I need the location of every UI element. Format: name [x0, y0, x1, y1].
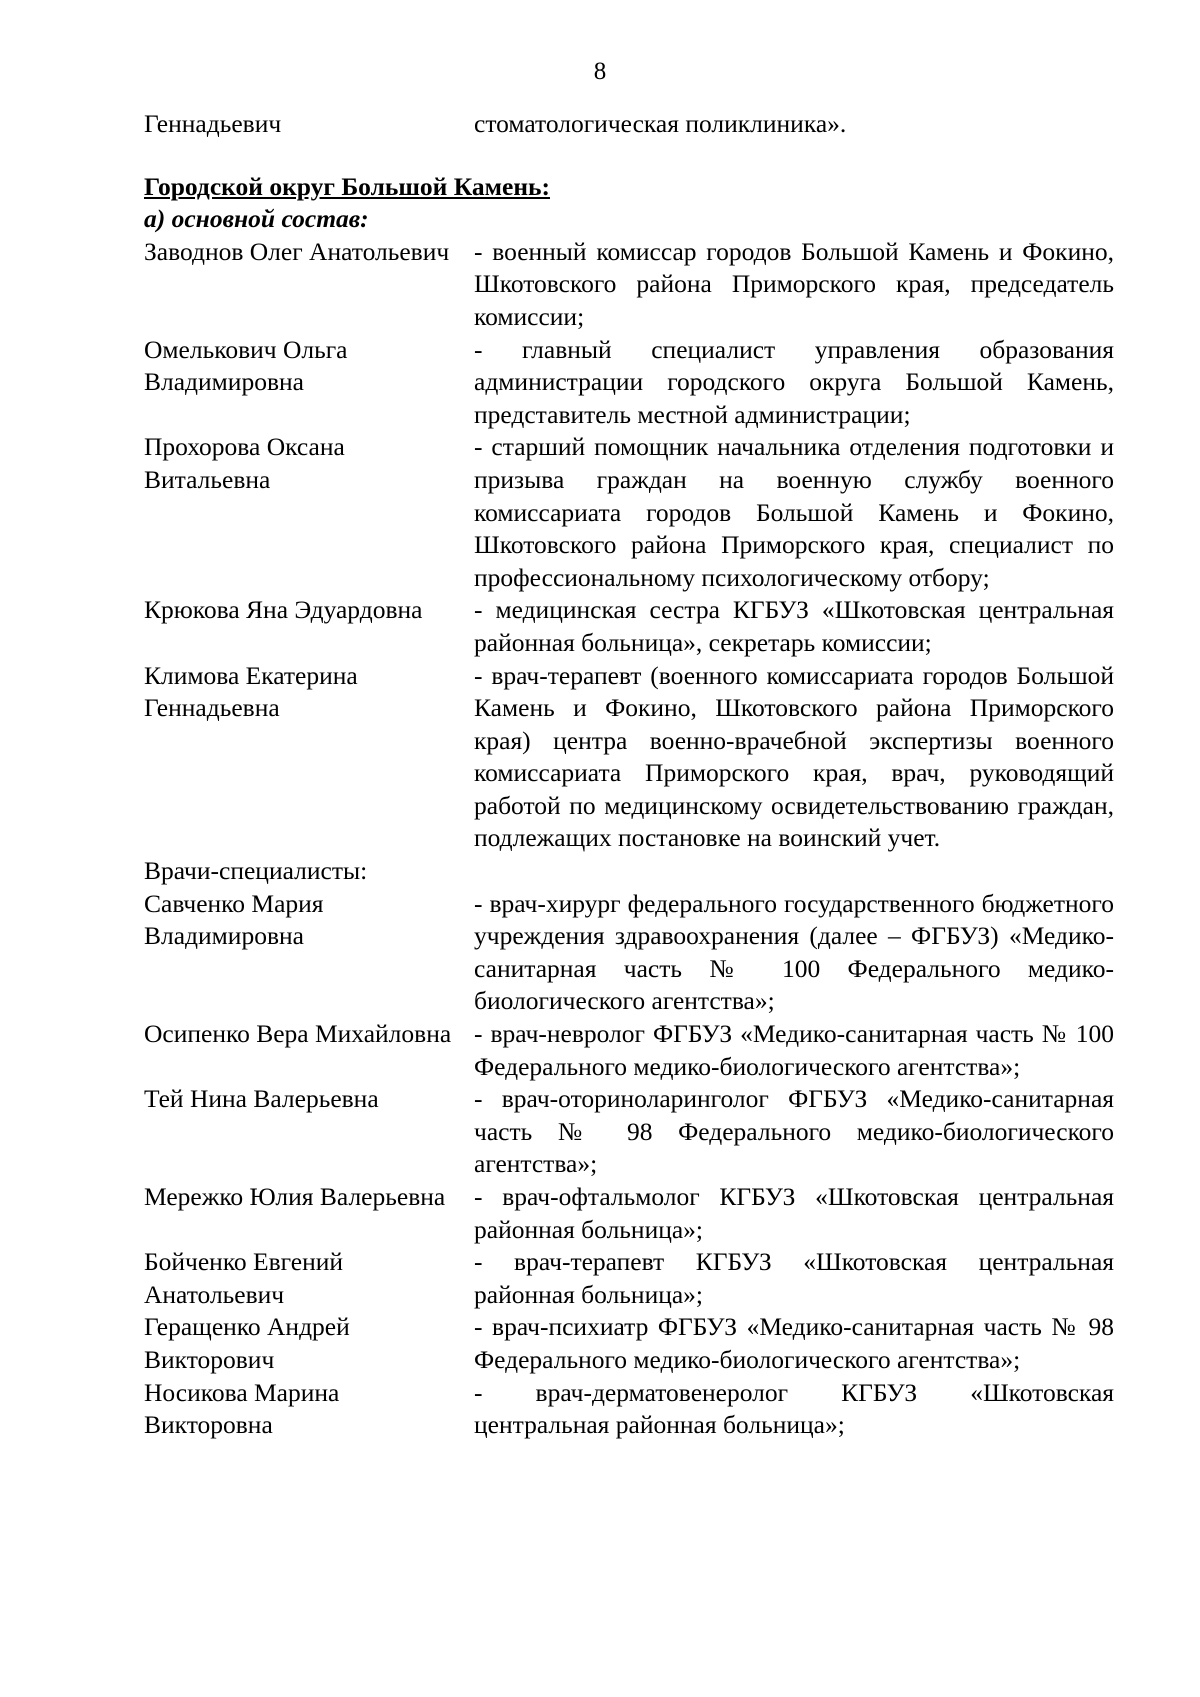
specialist-name: Тей Нина Валерьевна	[144, 1084, 379, 1114]
section-subheading: а) основной состав:	[144, 204, 369, 234]
specialist-name: Геращенко Андрей Викторович	[144, 1312, 350, 1374]
specialist-name: Носикова Марина Викторовна	[144, 1377, 340, 1440]
member-name: Крюкова Яна Эдуардовна	[144, 595, 423, 625]
member-description: - старший помощник начальника отделения подготовки и призыва граждан на военную службу военного комиссариата городов Большой Камень и Фокино, Шкотовского района Приморского края, специалист по профессиональному психологическому отбору;	[474, 432, 1114, 592]
specialist-row	[144, 1018, 1114, 1083]
member-description: - медицинская сестра КГБУЗ «Шкотовская центральная районная больница», секретарь комиссии;	[474, 595, 1114, 657]
specialist-description: - врач-офтальмолог КГБУЗ «Шкотовская центральная районная больница»;	[474, 1182, 1114, 1244]
member-name: Омелькович Ольга Владимировна	[144, 334, 348, 397]
specialist-description: - врач-терапевт КГБУЗ «Шкотовская центральная районная больница»;	[474, 1247, 1114, 1309]
member-description: - военный комиссар городов Большой Камень и Фокино, Шкотовского района Приморского края, председатель комиссии;	[474, 236, 1114, 331]
specialist-description: - врач-дерматовенеролог КГБУЗ «Шкотовская центральная районная больница»;	[474, 1377, 1114, 1440]
section-heading: Городской округ Большой Камень:	[144, 171, 550, 201]
specialist-row	[144, 1377, 1114, 1442]
specialist-row	[144, 1311, 1114, 1376]
member-name: Прохорова Оксана Витальевна	[144, 432, 345, 494]
member-row	[144, 594, 1114, 659]
specialist-name: Бойченко Евгений Анатольевич	[144, 1247, 344, 1309]
intro-row	[144, 108, 1114, 141]
member-name: Заводнов Олег Анатольевич	[144, 236, 450, 266]
specialist-row	[144, 1083, 1114, 1181]
member-row	[144, 334, 1114, 432]
member-name: Геннадьевич	[144, 109, 282, 138]
specialist-row	[144, 1246, 1114, 1311]
document-body	[144, 108, 1114, 1442]
member-name: Климова Екатерина Геннадьевна	[144, 660, 358, 723]
specialist-row	[144, 1181, 1114, 1246]
specialist-description: - врач-оториноларинголог ФГБУЗ «Медико-санитарная часть № 98 Федерального медико-биологического агентства»;	[474, 1084, 1114, 1179]
member-description: стоматологическая поликлиника».	[474, 109, 847, 138]
page-number: 8	[593, 58, 607, 85]
specialist-description: - врач-хирург федерального государственного бюджетного учреждения здравоохранения (далее – ФГБУЗ) «Медико-санитарная часть № 100 Федерального медико-биологического агентства»;	[474, 888, 1114, 1016]
member-description: - врач-терапевт (военного комиссариата городов Большой Камень и Фокино, Шкотовского района Приморского края) центра военно-врачебной экспертизы военного комиссариата Приморского края, врач, руководящий работой по медицинскому освидетельствованию граждан, подлежащих постановке на воинский учет.	[474, 660, 1114, 853]
specialist-name: Осипенко Вера Михайловна	[144, 1019, 452, 1049]
specialist-name: Савченко Мария Владимировна	[144, 888, 324, 951]
specialist-description: - врач-психиатр ФГБУЗ «Медико-санитарная часть № 98 Федерального медико-биологического агентства»;	[474, 1312, 1114, 1374]
specialist-row	[144, 888, 1114, 1018]
member-row	[144, 431, 1114, 594]
specialist-name: Мережко Юлия Валерьевна	[144, 1182, 446, 1211]
member-row	[144, 236, 1114, 334]
specialists-label: Врачи-специалисты:	[144, 856, 368, 886]
member-description: - главный специалист управления образования администрации городского округа Большой Камень, представитель местной администрации;	[474, 334, 1114, 429]
member-row	[144, 660, 1114, 856]
specialist-description: - врач-невролог ФГБУЗ «Медико-санитарная часть № 100 Федерального медико-биологического агентства»;	[474, 1019, 1114, 1081]
